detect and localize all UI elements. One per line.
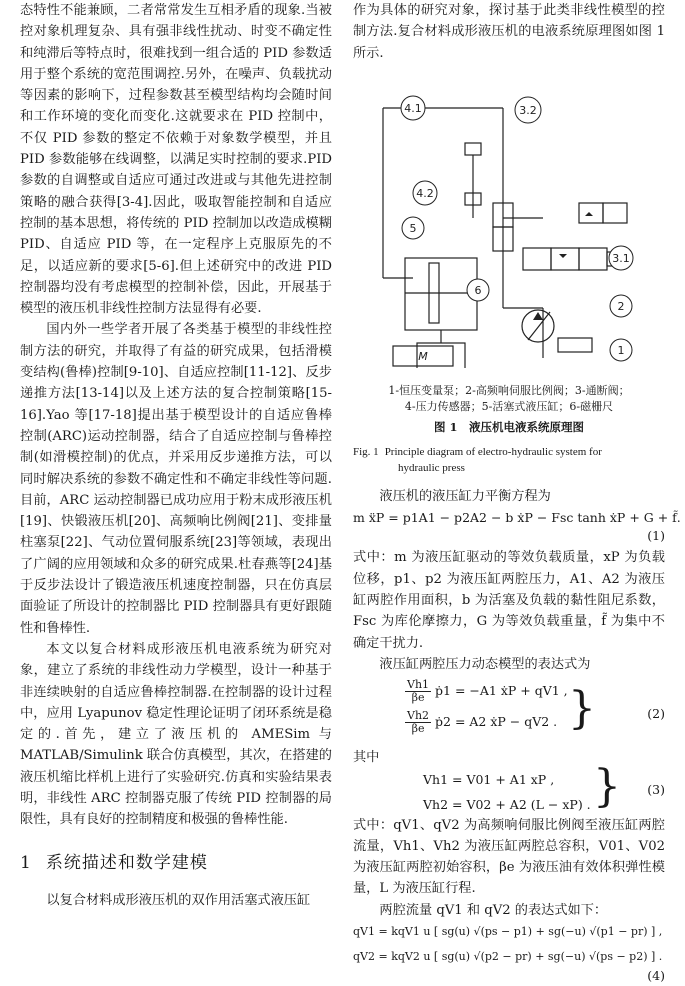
caption-en-line1: Principle diagram of electro-hydraulic system for [384, 446, 602, 459]
equation-3-brace: } [593, 760, 621, 812]
section-title: 系统描述和数学建模 [45, 852, 208, 873]
equation-2-line2 [405, 710, 665, 735]
paragraph-right-0: 作为具体的研究对象，探讨基于此类非线性模型的控制方法.复合材料成形液压机的电液系统原理图如图 1 所示. [353, 3, 665, 61]
label-4-1: 4.1 [404, 101, 422, 115]
caption-en-label: Fig. 1 [353, 446, 379, 459]
paragraph-eq2-intro: 液压缸两腔压力动态模型的表达式为 [379, 656, 591, 672]
label-5: 5 [409, 221, 417, 235]
label-3-2: 3.2 [519, 103, 537, 117]
equation-4 [353, 921, 665, 985]
equation-3 [353, 760, 665, 815]
label-motor: M [418, 349, 428, 363]
fraction-numerator: Vh1 [407, 678, 430, 692]
equation-2-brace: } [568, 683, 596, 735]
caption-en-line2: hydraulic press [398, 462, 465, 475]
equation-4-line2: qV2 = kqV2 u [ sg(u) √(p2 − pr) + sg(−u) √(ps − p2) ] . [353, 950, 663, 964]
paragraph-eq3-intro: 其中 [353, 750, 380, 766]
paragraph-left-3: 本文以复合材料成形液压机电液系统为研究对象，建立了系统的非线性动力学模型，设计一种基于非连续映射的自适应鲁棒控制器.在控制器的设计过程中，应用 Lyapunov 稳定性理论证明了闭环系统是稳定的.首先，建立了液压机的 AMESim 与 MATLAB/Simulink 联合仿真模型，其次，在搭建的液压机缩比样机上进行了实验研究.仿真和实验结果表明，非线性 ARC 控制器克服了传统 PID 控制器的局限性，具有良好的控制精度和极强的鲁棒性能. [20, 641, 332, 828]
paragraph-left-4: 以复合材料成形液压机的双作用活塞式液压缸 [46, 892, 311, 908]
equation-1-number: (1) [647, 528, 665, 544]
caption-legend-line2: 4-压力传感器；5-活塞式液压缸；6-磁栅尺 [404, 399, 614, 413]
caption-legend-line1: 1-恒压变量泵；2-高频响伺服比例阀；3-通断阀； [388, 383, 630, 397]
paragraph-eq1-desc: 式中：m 为液压缸驱动的等效负载质量，xP 为负载位移，p1、p2 为液压缸两腔压力，A1、A2 为液压缸两腔作用面积，b 为活塞及负载的黏性阻尼系数，Fsc 为库伦摩擦力，G 为等效负载重量，f̃ 为集中不确定干扰力. [353, 550, 665, 651]
equation-4-line1: qV1 = kqV1 u [ sg(u) √(ps − p1) + sg(−u) √(p1 − pr) ] , [353, 925, 663, 939]
left-column [20, 0, 332, 911]
equation-3-line2: Vh2 = V02 + A2 (L − xP) . [423, 796, 591, 812]
equation-4-number: (4) [647, 968, 665, 984]
hydraulic-schematic-diagram [353, 68, 665, 368]
section-number: 1 [20, 852, 32, 873]
equation-2-line2-fraction [405, 710, 431, 735]
paragraph-eq3-desc: 式中：qV1、qV2 为高频响伺服比例阀至液压缸两腔流量，Vh1、Vh2 为液压缸两腔总容积，V01、V02 为液压缸两腔初始容积，βe 为液压油有效体积弹性模量，L 为液压缸行程. [353, 817, 665, 897]
fraction-numerator: Vh2 [407, 709, 430, 723]
paragraph-left-1: 态特性不能兼顾，二者常常发生互相矛盾的现象.当被控对象机理复杂、具有强非线性扰动、时变不确定性和纯滞后等特点时，很难找到一组合适的 PID 参数适用于整个系统的宽范围调控.另外，在噪声、负载扰动等因素的影响下，过程参数甚至模型结构均会随时间和工作环境的变化而变化.这就要求在 PID 控制中，不仅 PID 参数的整定不依赖于对象数学模型，并且 PID 参数能够在线调整，以满足实时控制的要求.PID 参数的自调整或自适应可通过改进或与其他先进控制策略的融合获得[3-4].因此，吸取智能控制和自适应控制的基本思想，将传统的 PID 控制加以改造成模糊 PID、自适应 PID 等，在一定程序上克服原先的不足，以适应新的要求[5-6].但上述研究中的改进 PID 控制器均没有考虑模型的控制补偿，因此，开展基于模型的液压机非线性控制方法显得有必要. [20, 3, 332, 317]
figure-caption-title: 图 1 液压机电液系统原理图 [433, 419, 584, 434]
equation-2-line1 [405, 679, 665, 704]
equation-2-line1-fraction [405, 679, 431, 704]
paragraph-eq1-intro: 液压机的液压缸力平衡方程为 [379, 489, 551, 505]
paragraph-left-2: 国内外一些学者开展了各类基于模型的非线性控制方法的研究，并取得了有益的研究成果，包括滑模变结构(鲁棒)控制[9-10]、自适应控制[11-12]、反步递推方法[13-14]以及上述方法的复合控制策略[15-16].Yao 等[17-18]提出基于模型设计的自适应鲁棒控制(ARC)运动控制器，结合了自适应控制与鲁棒控制(如滑模控制)的优点，并采用反步递推方法，可以同时解决系统的参数不确定性和不确定非线性等问题.目前，ARC 运动控制器已成功应用于粉末成形液压机[19]、快锻液压机[20]、高频响比例阀[21]、变排量柱塞泵[22]、气动位置伺服系统[23]等领域，表现出了广阔的应用领域和众多的研究成果.杜春燕等[24]基于反步法设计了锻造液压机速度控制器，只在仿真层面验证了所设计的控制器比 PID 控制器具有更好跟随性和鲁棒性. [20, 322, 332, 636]
figure-caption-legend [353, 383, 665, 415]
equation-3-number: (3) [647, 781, 665, 797]
equation-1 [353, 507, 681, 547]
equation-3-line1: Vh1 = V01 + A1 xP , [423, 771, 555, 787]
label-1: 1 [617, 343, 625, 357]
label-4-2: 4.2 [416, 186, 434, 200]
figure-1-schematic [353, 68, 665, 383]
equation-2 [353, 679, 665, 747]
equation-2-number: (2) [647, 706, 665, 722]
section-heading [20, 853, 332, 874]
figure-caption-english [353, 444, 665, 476]
fraction-denominator: βe [411, 691, 425, 705]
equation-2-line2-rest: ṗ2 = A2 ẋP − qV2 . [435, 714, 558, 730]
label-6: 6 [474, 283, 482, 297]
paragraph-eq4-intro: 两腔流量 qV1 和 qV2 的表达式如下： [379, 902, 608, 918]
equation-2-line1-rest: ṗ1 = −A1 ẋP + qV1 , [435, 683, 568, 699]
label-2: 2 [617, 299, 625, 313]
right-column [353, 0, 681, 985]
equation-1-body: m ẍP = p1A1 − p2A2 − b ẋP − Fsc tanh ẋP + G + f̃. [353, 510, 681, 526]
label-3-1: 3.1 [612, 251, 630, 265]
fraction-denominator: βe [411, 722, 425, 736]
